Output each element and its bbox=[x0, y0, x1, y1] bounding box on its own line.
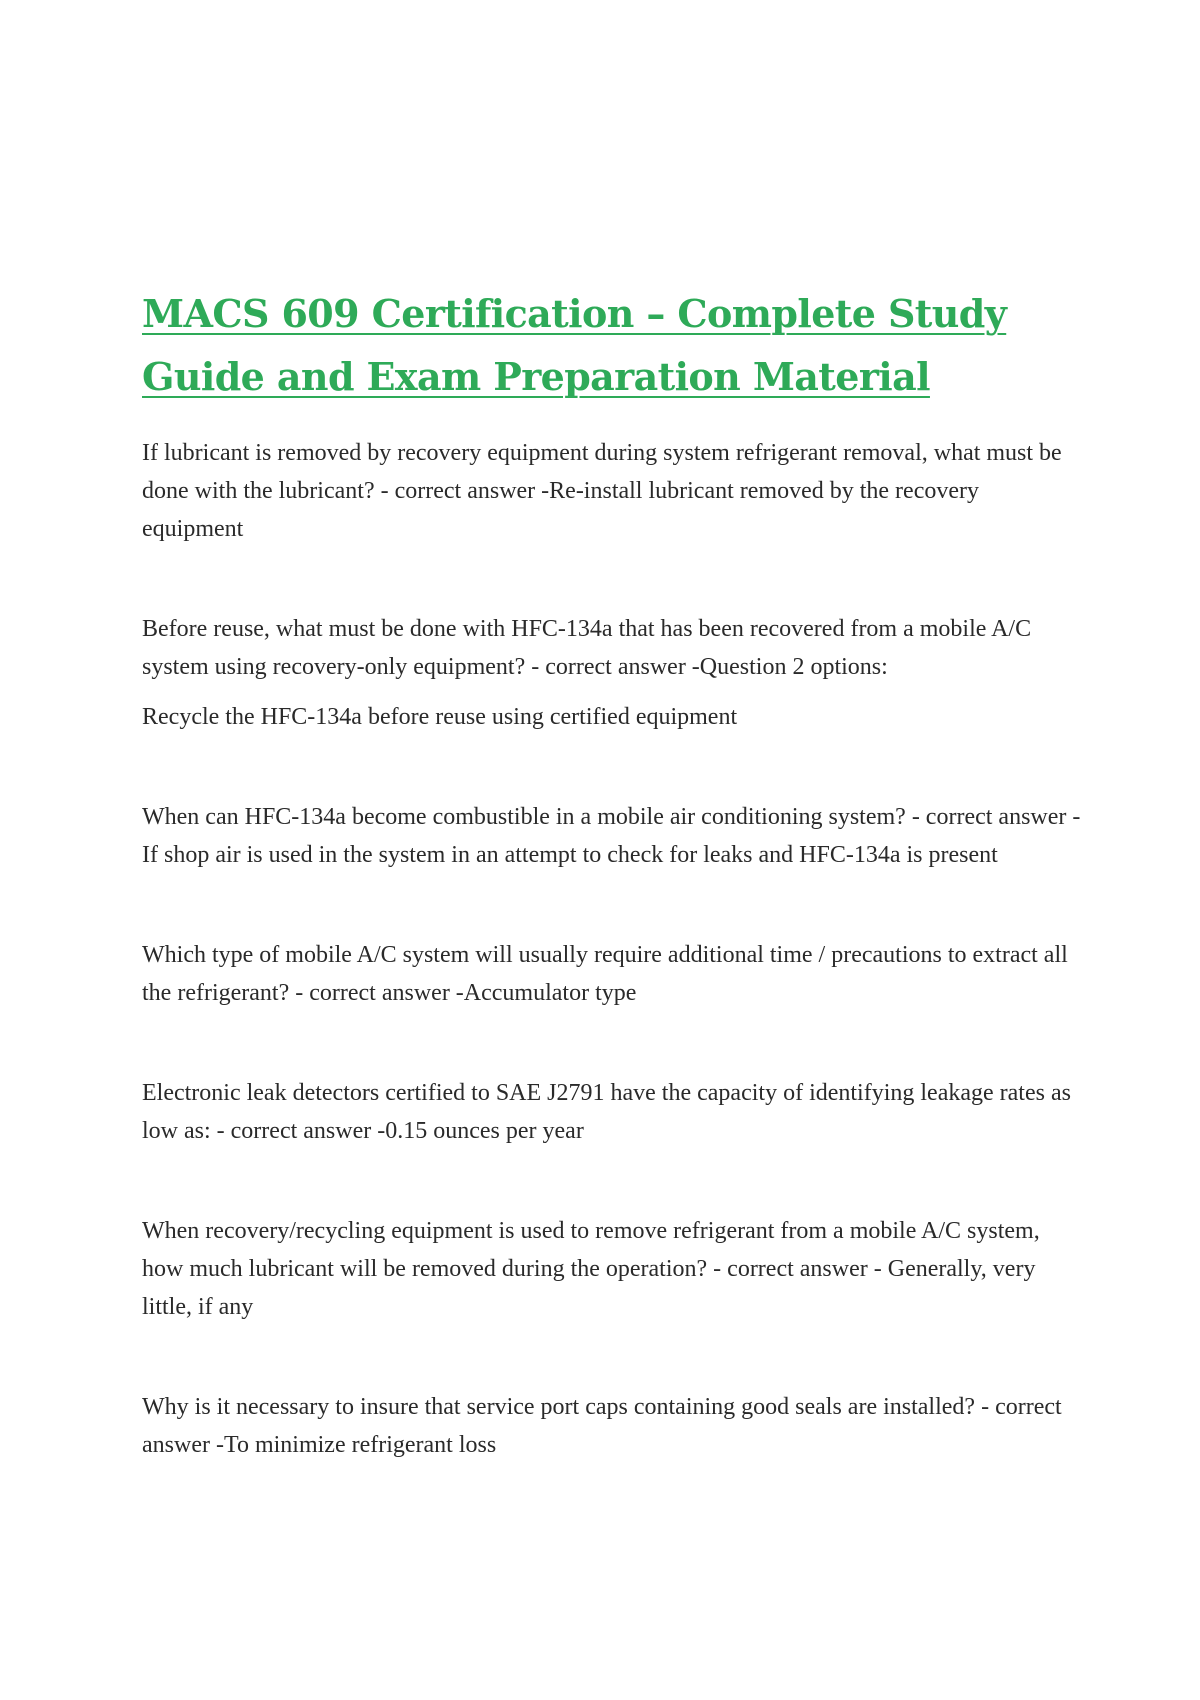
qa-text: When can HFC-134a become combustible in a mobile air conditioning system? - correct answer -If shop air is used in the system in an attempt to check for leaks and HFC-134a is present bbox=[142, 804, 1081, 868]
qa-text: If lubricant is removed by recovery equipment during system refrigerant removal, what must be done with the lubricant? - correct answer -Re-install lubricant removed by the recovery equipment bbox=[142, 440, 1062, 542]
qa-item bbox=[142, 798, 1082, 874]
qa-text: Before reuse, what must be done with HFC-134a that has been recovered from a mobile A/C system using recovery-only equipment? - correct answer -Question 2 options: bbox=[142, 616, 1032, 680]
qa-text: Electronic leak detectors certified to SAE J2791 have the capacity of identifying leakage rates as low as: - correct answer -0.15 ounces per year bbox=[142, 1080, 1071, 1144]
document-page bbox=[142, 282, 1082, 1464]
qa-item bbox=[142, 936, 1082, 1012]
document-title: MACS 609 Certification – Complete Study Guide and Exam Preparation Material bbox=[142, 291, 1007, 399]
qa-option: Recycle the HFC-134a before reuse using certified equipment bbox=[142, 704, 738, 730]
qa-item bbox=[142, 1212, 1082, 1326]
qa-item bbox=[142, 434, 1082, 548]
qa-text: When recovery/recycling equipment is used to remove refrigerant from a mobile A/C system, how much lubricant will be removed during the operation? - correct answer - Generally, very little, if any bbox=[142, 1218, 1040, 1320]
qa-text: Why is it necessary to insure that service port caps containing good seals are installed? - correct answer -To minimize refrigerant loss bbox=[142, 1394, 1062, 1458]
qa-item bbox=[142, 1388, 1082, 1464]
qa-text: Which type of mobile A/C system will usually require additional time / precautions to extract all the refrigerant? - correct answer -Accumulator type bbox=[142, 942, 1068, 1006]
qa-item bbox=[142, 610, 1082, 736]
qa-item bbox=[142, 1074, 1082, 1150]
